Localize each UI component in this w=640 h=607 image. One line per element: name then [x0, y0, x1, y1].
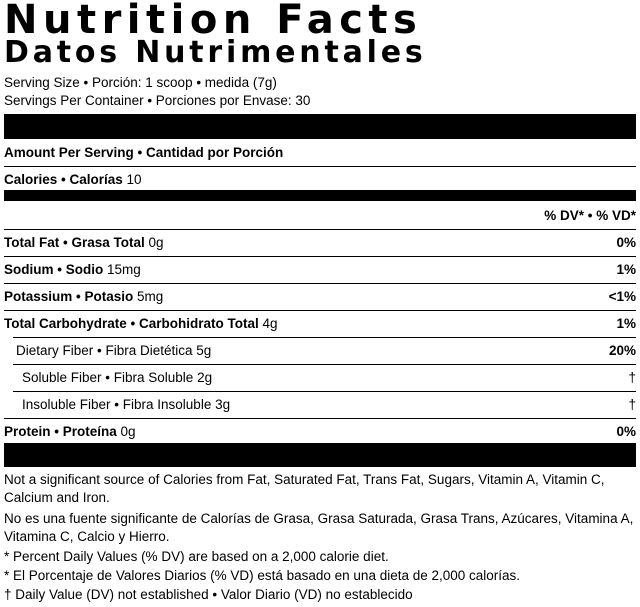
nutrient-label: Sodium • Sodio — [4, 261, 104, 277]
nutrient-row-insoluble-fiber — [22, 394, 636, 414]
serving-size: Serving Size • Porción: 1 scoop • medida (7g) — [4, 75, 277, 90]
nutrient-amount: 15mg — [107, 261, 141, 277]
nutrient-label: Total Fat • Grasa Total — [4, 234, 145, 250]
nutrient-dv: 20% — [608, 342, 636, 358]
nutrient-amount: 2g — [197, 369, 213, 385]
calories-value: 10 — [126, 171, 142, 187]
nutrient-amount: 5mg — [137, 288, 164, 304]
panel-title: Nutrition Facts — [4, 0, 423, 43]
divider — [13, 391, 636, 392]
nutrient-dv: † — [628, 396, 636, 412]
dv-header: % DV* • % VD* — [544, 207, 636, 223]
nutrient-dv: 0% — [616, 423, 636, 439]
nutrient-dv: 1% — [616, 315, 636, 331]
nutrient-row-protein — [4, 421, 636, 441]
nutrient-dv: 1% — [616, 261, 636, 277]
nutrient-dv: 0% — [616, 234, 636, 250]
footnote-dagger: † Daily Value (DV) not established • Valor Diario (VD) no establecido — [4, 587, 413, 602]
nutrient-label: Insoluble Fiber • Fibra Insoluble — [22, 396, 212, 412]
divider — [4, 166, 636, 167]
footnote-not-significant-en: Not a significant source of Calories from Fat, Saturated Fat, Trans Fat, Sugars, Vitamin A, Vitamin C, Calcium and Iron. — [4, 472, 605, 505]
dv-header-row — [4, 205, 636, 225]
nutrient-label: Soluble Fiber • Fibra Soluble — [22, 369, 194, 385]
servings-per-container: Servings Per Container • Porciones por Envase: 30 — [4, 93, 311, 108]
nutrient-row-soluble-fiber — [22, 367, 636, 387]
thick-divider — [4, 443, 636, 467]
nutrient-amount: 3g — [215, 396, 231, 412]
nutrient-row-total-fat — [4, 232, 636, 252]
divider — [4, 256, 636, 257]
calories-label: Calories • Calorías — [4, 171, 123, 187]
nutrient-row-sodium — [4, 259, 636, 279]
divider — [4, 418, 636, 419]
nutrient-amount: 4g — [262, 315, 278, 331]
nutrient-amount: 5g — [196, 342, 212, 358]
footnote-percent-dv-en: * Percent Daily Values (% DV) are based on a 2,000 calorie diet. — [4, 549, 389, 564]
footnote-not-significant-es: No es una fuente significante de Calorías de Grasa, Grasa Saturada, Grasa Trans, Azúcares, Vitamina A, Vitamina C, Calcio y Hierro. — [4, 511, 634, 544]
thick-divider — [4, 114, 636, 139]
divider — [4, 283, 636, 284]
nutrient-row-dietary-fiber — [16, 340, 636, 360]
nutrient-amount: 0g — [148, 234, 164, 250]
nutrient-amount: 0g — [120, 423, 136, 439]
medium-divider — [4, 190, 636, 201]
footnote-percent-dv-es: * El Porcentaje de Valores Diarios (% VD) está basado en una dieta de 2,000 calorías. — [4, 568, 521, 583]
divider — [4, 229, 636, 230]
nutrient-dv: <1% — [608, 288, 636, 304]
divider — [13, 337, 636, 338]
nutrient-dv: † — [628, 369, 636, 385]
amount-per-serving-label: Amount Per Serving • Cantidad por Porción — [4, 144, 284, 160]
amount-per-serving-row — [4, 142, 636, 162]
calories-row — [4, 169, 636, 189]
nutrient-row-potassium — [4, 286, 636, 306]
nutrient-row-total-carbohydrate — [4, 313, 636, 333]
nutrient-label: Dietary Fiber • Fibra Dietética — [16, 342, 193, 358]
divider — [4, 310, 636, 311]
nutrient-label: Protein • Proteína — [4, 423, 117, 439]
divider — [13, 364, 636, 365]
nutrient-label: Total Carbohydrate • Carbohidrato Total — [4, 315, 259, 331]
panel-subtitle: Datos Nutrimentales — [4, 35, 427, 70]
nutrient-label: Potassium • Potasio — [4, 288, 134, 304]
